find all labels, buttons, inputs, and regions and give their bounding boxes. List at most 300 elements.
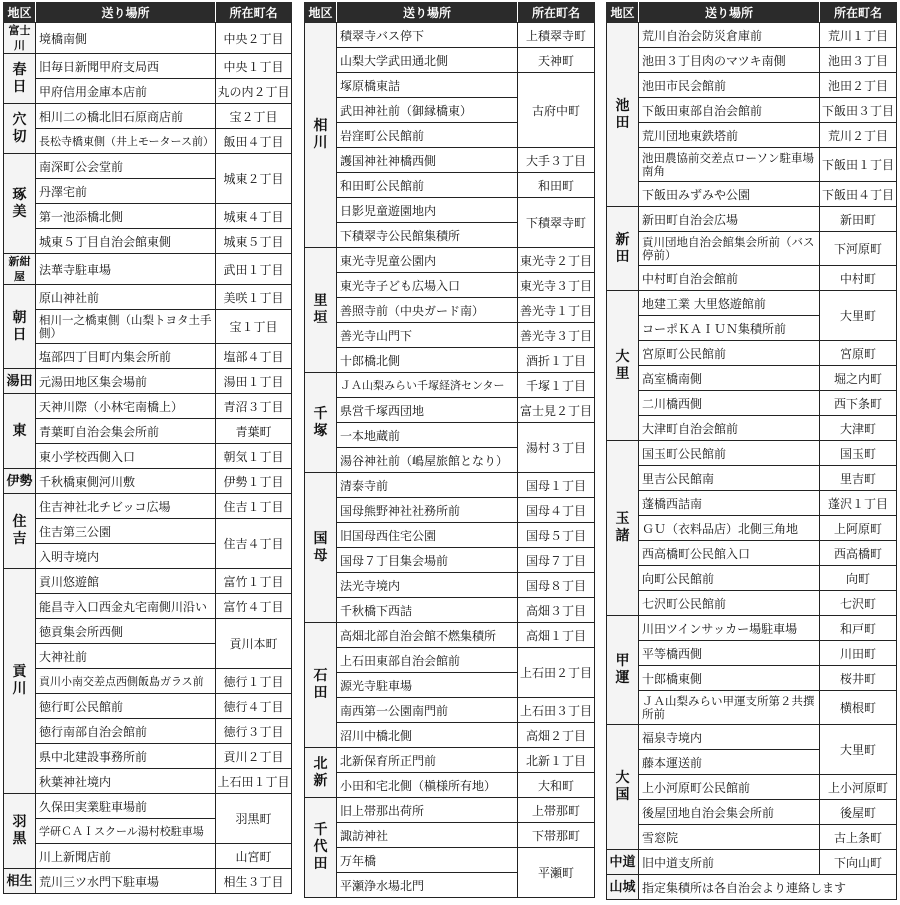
district-label: 大国 [615, 770, 630, 803]
table-row [305, 498, 595, 523]
place-cell: 旧中道支所前 [639, 850, 820, 875]
town-cell: 国母４丁目 [518, 498, 595, 523]
district-label: 千塚 [313, 405, 328, 439]
table-row [607, 825, 897, 850]
place-cell: 池田市民会館前 [639, 73, 820, 98]
place-cell: 平等橋西側 [639, 641, 820, 666]
place-cell: 第一池添橋北側 [36, 204, 216, 229]
place-cell: 相川二の橋北旧石原商店前 [36, 104, 216, 129]
place-cell: 蓬橋西詰南 [639, 491, 820, 516]
town-cell: 蓬沢１丁目 [820, 491, 897, 516]
table-row [305, 373, 595, 398]
place-cell: 山梨大学武田通北側 [337, 48, 518, 73]
table-row [305, 798, 595, 823]
table-row [305, 198, 595, 223]
town-cell: 古府中町 [518, 73, 595, 148]
place-cell: 旧毎日新聞甲府支局西 [36, 54, 216, 79]
place-cell: 平瀬浄水場北門 [337, 873, 518, 898]
table-row [607, 566, 897, 591]
table-row [607, 391, 897, 416]
table-row [4, 204, 292, 229]
table-row [305, 48, 595, 73]
district-cell [4, 104, 36, 154]
district-cell: 山城 [607, 875, 639, 900]
town-cell: 山宮町 [216, 844, 292, 869]
town-cell: 川田町 [820, 641, 897, 666]
place-cell: 国玉町公民館前 [639, 441, 820, 466]
town-cell: 下飯田１丁目 [820, 148, 897, 182]
place-cell: 中村町自治会館前 [639, 266, 820, 291]
table-row [305, 423, 595, 448]
place-cell: 千秋橋下西詰 [337, 598, 518, 623]
district-label: 北新 [313, 755, 328, 789]
place-cell: 万年橋 [337, 848, 518, 873]
town-cell: 酒折１丁目 [518, 348, 595, 373]
district-cell [607, 23, 639, 207]
table-row [607, 123, 897, 148]
place-cell: 藤本運送前 [639, 750, 820, 775]
town-cell: 伊勢１丁目 [216, 469, 292, 494]
table-row [607, 416, 897, 441]
district-cell [4, 285, 36, 369]
place-cell: 法光寺境内 [337, 573, 518, 598]
place-cell: 諏訪神社 [337, 823, 518, 848]
table-row [4, 369, 292, 394]
town-cell: 東光寺３丁目 [518, 273, 595, 298]
table-row [4, 79, 292, 104]
town-cell: 上阿原町 [820, 516, 897, 541]
town-cell: 城東５丁目 [216, 229, 292, 254]
table-row [4, 104, 292, 129]
town-cell: 上石田２丁目 [518, 648, 595, 698]
district-cell: 相生 [4, 869, 36, 894]
table-row [4, 769, 292, 794]
place-cell: 東光寺子ども広場入口 [337, 273, 518, 298]
place-cell: 西高橋町公民館入口 [639, 541, 820, 566]
town-cell: 和戸町 [820, 616, 897, 641]
table-row [305, 273, 595, 298]
collection-table-1 [3, 2, 292, 894]
place-cell: 東光寺児童公園内 [337, 248, 518, 273]
place-cell: ＪＡ山梨みらい千塚経済センター [337, 373, 518, 398]
district-label: 石田 [313, 668, 328, 701]
town-cell: 高畑３丁目 [518, 598, 595, 623]
place-cell: 福泉寺境内 [639, 725, 820, 750]
town-cell: 中村町 [820, 266, 897, 291]
town-cell: 徳行１丁目 [216, 669, 292, 694]
table-row [305, 298, 595, 323]
district-label: 相川 [313, 118, 328, 151]
place-cell: 十郎橋北側 [337, 348, 518, 373]
place-cell: 高畑北部自治会館不燃集積所 [337, 623, 518, 648]
table-row [607, 441, 897, 466]
table-column-1 [3, 2, 292, 894]
place-cell: 川田ツインサッカー場駐車場 [639, 616, 820, 641]
place-cell: 大津町自治会館前 [639, 416, 820, 441]
town-cell: 徳行３丁目 [216, 719, 292, 744]
place-cell: 貢川団地自治会館集会所前（バス停前） [639, 232, 820, 266]
table-row [607, 207, 897, 232]
town-cell: 池田２丁目 [820, 73, 897, 98]
town-cell: 塩部４丁目 [216, 344, 292, 369]
table-row [607, 516, 897, 541]
table-row [607, 775, 897, 800]
place-cell: 甲府信用金庫本店前 [36, 79, 216, 104]
place-cell: 原山神社前 [36, 285, 216, 310]
town-cell: 下帯那町 [518, 823, 595, 848]
table-row [4, 444, 292, 469]
place-cell: 境橋南側 [36, 23, 216, 54]
place-cell: 青葉町自治会集会所前 [36, 419, 216, 444]
town-cell: 里吉町 [820, 466, 897, 491]
district-cell [305, 248, 337, 373]
town-cell: 富竹４丁目 [216, 594, 292, 619]
header-district: 地区 [607, 3, 639, 23]
place-cell: 千秋橋東側河川敷 [36, 469, 216, 494]
town-cell: 丸の内２丁目 [216, 79, 292, 104]
collection-table-2 [304, 2, 595, 898]
district-cell: 湯田 [4, 369, 36, 394]
place-cell: 護国神社神橋西側 [337, 148, 518, 173]
place-cell: 元湯田地区集会場前 [36, 369, 216, 394]
table-row [4, 285, 292, 310]
table-row [607, 266, 897, 291]
town-cell: 横根町 [820, 691, 897, 725]
place-cell: 沼川中橋北側 [337, 723, 518, 748]
place-cell: 上石田東部自治会館前 [337, 648, 518, 673]
place-cell: 住吉第三公園 [36, 519, 216, 544]
district-cell: 新紺屋 [4, 254, 36, 285]
town-cell: 国玉町 [820, 441, 897, 466]
town-cell: 宝１丁目 [216, 310, 292, 344]
town-cell: 湯村３丁目 [518, 423, 595, 473]
table-row [305, 723, 595, 748]
place-cell: 一本地蔵前 [337, 423, 518, 448]
place-cell: 小田和宅北側（槇様所有地） [337, 773, 518, 798]
table-row [4, 469, 292, 494]
note-cell: 指定集積所は各自治会より連絡します [639, 875, 897, 900]
town-cell: 武田１丁目 [216, 254, 292, 285]
town-cell: 上石田３丁目 [518, 698, 595, 723]
place-cell: 高室橋南側 [639, 366, 820, 391]
table-row [4, 394, 292, 419]
town-cell: 宮原町 [820, 341, 897, 366]
table-row [607, 148, 897, 182]
header-district: 地区 [305, 3, 337, 23]
town-cell: 朝気１丁目 [216, 444, 292, 469]
table-row [4, 619, 292, 644]
town-cell: 中央２丁目 [216, 23, 292, 54]
table-row [4, 419, 292, 444]
town-cell: 下飯田４丁目 [820, 182, 897, 207]
place-cell: 二川橋西側 [639, 391, 820, 416]
place-cell: 清泰寺前 [337, 473, 518, 498]
town-cell: 羽黒町 [216, 794, 292, 844]
table-row [4, 344, 292, 369]
district-label: 甲運 [615, 653, 630, 686]
place-cell: 東小学校西側入口 [36, 444, 216, 469]
table-row [305, 698, 595, 723]
town-cell: 七沢町 [820, 591, 897, 616]
place-cell: 善光寺山門下 [337, 323, 518, 348]
table-row [607, 491, 897, 516]
table-row [305, 748, 595, 773]
table-row [607, 800, 897, 825]
town-cell: 善光寺３丁目 [518, 323, 595, 348]
place-cell: 湯谷神社前（嶋屋旅館となり） [337, 448, 518, 473]
town-cell: 住吉４丁目 [216, 519, 292, 569]
table-row [607, 616, 897, 641]
town-cell: 下積翠寺町 [518, 198, 595, 248]
table-row [4, 494, 292, 519]
town-cell: 大里町 [820, 291, 897, 341]
district-cell [305, 23, 337, 248]
place-cell: 貢川悠遊館 [36, 569, 216, 594]
table-row [607, 541, 897, 566]
town-cell: 新田町 [820, 207, 897, 232]
town-cell: 古上条町 [820, 825, 897, 850]
place-cell: 源光寺駐車場 [337, 673, 518, 698]
town-cell: 上石田１丁目 [216, 769, 292, 794]
table-row [305, 773, 595, 798]
town-cell: 城東２丁目 [216, 154, 292, 204]
table-row [305, 248, 595, 273]
table-row [305, 348, 595, 373]
town-cell: 青葉町 [216, 419, 292, 444]
table-row [4, 719, 292, 744]
table-row [4, 129, 292, 154]
place-cell: 相川一之橋東側（山梨トヨタ土手側） [36, 310, 216, 344]
table-row [305, 848, 595, 873]
district-cell [305, 748, 337, 798]
header-place: 送り場所 [639, 3, 820, 23]
district-cell [305, 473, 337, 623]
district-label: 大里 [615, 348, 630, 382]
table-row [305, 323, 595, 348]
town-cell: 池田３丁目 [820, 48, 897, 73]
town-cell: 西高橋町 [820, 541, 897, 566]
place-cell: 大神社前 [36, 644, 216, 669]
place-cell: 徳貢集会所西側 [36, 619, 216, 644]
district-cell [607, 207, 639, 291]
table-row [305, 823, 595, 848]
table-row [4, 569, 292, 594]
town-cell: 上小河原町 [820, 775, 897, 800]
table-row [4, 669, 292, 694]
place-cell: 下積翠寺公民館集積所 [337, 223, 518, 248]
table-row [4, 310, 292, 344]
table-row [305, 523, 595, 548]
place-cell: 北新保育所正門前 [337, 748, 518, 773]
place-cell: 城東５丁目自治会館東側 [36, 229, 216, 254]
table-row [305, 648, 595, 673]
district-cell [4, 154, 36, 254]
town-cell: 大里町 [820, 725, 897, 775]
place-cell: 学研ＣＡＩスクール湯村校駐車場 [36, 819, 216, 844]
district-cell [607, 441, 639, 616]
town-cell: 下向山町 [820, 850, 897, 875]
place-cell: 上小河原町公民館前 [639, 775, 820, 800]
district-label: 琢美 [12, 186, 27, 220]
district-label: 池田 [615, 97, 630, 131]
place-cell: 荒川団地東鉄塔前 [639, 123, 820, 148]
place-cell: 新田町自治会広場 [639, 207, 820, 232]
table-row [305, 23, 595, 48]
district-cell [305, 623, 337, 748]
town-cell: 大手３丁目 [518, 148, 595, 173]
table-row [607, 232, 897, 266]
table-row [607, 591, 897, 616]
table-row [607, 725, 897, 750]
place-cell: 秋葉神社境内 [36, 769, 216, 794]
place-cell: 国母熊野神社社務所前 [337, 498, 518, 523]
place-cell: 地建工業 大里悠遊館前 [639, 291, 820, 316]
town-cell: 国母８丁目 [518, 573, 595, 598]
place-cell: 南深町公会堂前 [36, 154, 216, 179]
place-cell: 塩部四丁目町内集会所前 [36, 344, 216, 369]
place-cell: 法華寺駐車場 [36, 254, 216, 285]
header-place: 送り場所 [36, 3, 216, 23]
place-cell: 長松寺橋東側（井上モータース前） [36, 129, 216, 154]
header-town: 所在町名 [820, 3, 897, 23]
place-cell: 国母７丁目集会場前 [337, 548, 518, 573]
town-cell: 天神町 [518, 48, 595, 73]
district-cell: 伊勢 [4, 469, 36, 494]
town-cell: 平瀬町 [518, 848, 595, 898]
district-cell [607, 616, 639, 725]
place-cell: 住吉神社北チビッコ広場 [36, 494, 216, 519]
town-cell: 相生３丁目 [216, 869, 292, 894]
town-cell: 青沼３丁目 [216, 394, 292, 419]
place-cell: 積翠寺バス停下 [337, 23, 518, 48]
table-column-3 [606, 2, 897, 900]
table-row [607, 73, 897, 98]
table-row [607, 182, 897, 207]
table-row [607, 23, 897, 48]
place-cell: 久保田実業駐車場前 [36, 794, 216, 819]
table-column-2 [304, 2, 595, 898]
town-cell: 中央１丁目 [216, 54, 292, 79]
table-row [607, 341, 897, 366]
place-cell: 旧上帯那出荷所 [337, 798, 518, 823]
place-cell: 向町公民館前 [639, 566, 820, 591]
table-row [607, 691, 897, 725]
header-row [305, 3, 595, 23]
table-row [4, 229, 292, 254]
town-cell: 上帯那町 [518, 798, 595, 823]
place-cell: 善照寺前（中央ガード南） [337, 298, 518, 323]
table-row [607, 666, 897, 691]
table-row [305, 73, 595, 98]
table-row [4, 694, 292, 719]
town-cell: 徳行４丁目 [216, 694, 292, 719]
table-row [607, 291, 897, 316]
place-cell: 徳行町公民館前 [36, 694, 216, 719]
place-cell: 南西第一公園南門前 [337, 698, 518, 723]
town-cell: 国母７丁目 [518, 548, 595, 573]
place-cell: 和田町公民館前 [337, 173, 518, 198]
place-cell: 天神川際（小林宅南橋上） [36, 394, 216, 419]
table-row [305, 398, 595, 423]
district-cell [607, 291, 639, 441]
district-label: 住吉 [12, 514, 27, 547]
table-row [4, 794, 292, 819]
town-cell: 下飯田３丁目 [820, 98, 897, 123]
place-cell: 下飯田東部自治会館前 [639, 98, 820, 123]
place-cell: 下飯田みずみや公園 [639, 182, 820, 207]
place-cell: 能昌寺入口西金丸宅南側川沿い [36, 594, 216, 619]
town-cell: 向町 [820, 566, 897, 591]
place-cell: 丹澤宅前 [36, 179, 216, 204]
place-cell: 県中北建設事務所前 [36, 744, 216, 769]
town-cell: 北新１丁目 [518, 748, 595, 773]
table-row [4, 744, 292, 769]
town-cell: 上積翠寺町 [518, 23, 595, 48]
district-cell [4, 54, 36, 104]
town-cell: 下河原町 [820, 232, 897, 266]
town-cell: 善光寺１丁目 [518, 298, 595, 323]
table-row [4, 519, 292, 544]
district-label: 東 [12, 422, 27, 439]
place-cell: 七沢町公民館前 [639, 591, 820, 616]
town-cell: 東光寺２丁目 [518, 248, 595, 273]
table-body-2 [305, 3, 595, 898]
place-cell: 貢川小南交差点西側飯島ガラス前 [36, 669, 216, 694]
place-cell: 池田３丁目肉のマツキ南側 [639, 48, 820, 73]
town-cell: 飯田４丁目 [216, 129, 292, 154]
town-cell: 大和町 [518, 773, 595, 798]
district-cell [4, 494, 36, 569]
town-cell: 国母１丁目 [518, 473, 595, 498]
table-row [607, 850, 897, 875]
town-cell: 美咲１丁目 [216, 285, 292, 310]
table-row [607, 366, 897, 391]
town-cell: 荒川２丁目 [820, 123, 897, 148]
place-cell: 川上新聞店前 [36, 844, 216, 869]
place-cell: 武田神社前（御縁橋東） [337, 98, 518, 123]
place-cell: 雪窓院 [639, 825, 820, 850]
table-row [4, 844, 292, 869]
table-row [607, 466, 897, 491]
town-cell: 千塚１丁目 [518, 373, 595, 398]
place-cell: 徳行南部自治会館前 [36, 719, 216, 744]
district-label: 穴切 [12, 111, 27, 145]
district-label: 玉諸 [615, 511, 630, 544]
table-body-1 [4, 3, 292, 894]
town-cell: 荒川１丁目 [820, 23, 897, 48]
header-row [607, 3, 897, 23]
district-cell [4, 794, 36, 869]
table-body-3 [607, 3, 897, 900]
table-row [4, 869, 292, 894]
town-cell: 桜井町 [820, 666, 897, 691]
town-cell: 後屋町 [820, 800, 897, 825]
place-cell: 入明寺境内 [36, 544, 216, 569]
district-label: 貢川 [12, 664, 27, 697]
district-cell: 中道 [607, 850, 639, 875]
town-cell: 和田町 [518, 173, 595, 198]
district-label: 国母 [313, 530, 328, 564]
collection-table-3 [606, 2, 897, 900]
place-cell: 荒川三ツ水門下駐車場 [36, 869, 216, 894]
place-cell: 塚原橋東詰 [337, 73, 518, 98]
place-cell: 県営千塚西団地 [337, 398, 518, 423]
table-row [607, 48, 897, 73]
district-label: 朝日 [12, 309, 27, 343]
place-cell: 日影児童遊園地内 [337, 198, 518, 223]
place-cell: 里吉公民館南 [639, 466, 820, 491]
place-cell: ＪＡ山梨みらい甲運支所第２共撰所前 [639, 691, 820, 725]
